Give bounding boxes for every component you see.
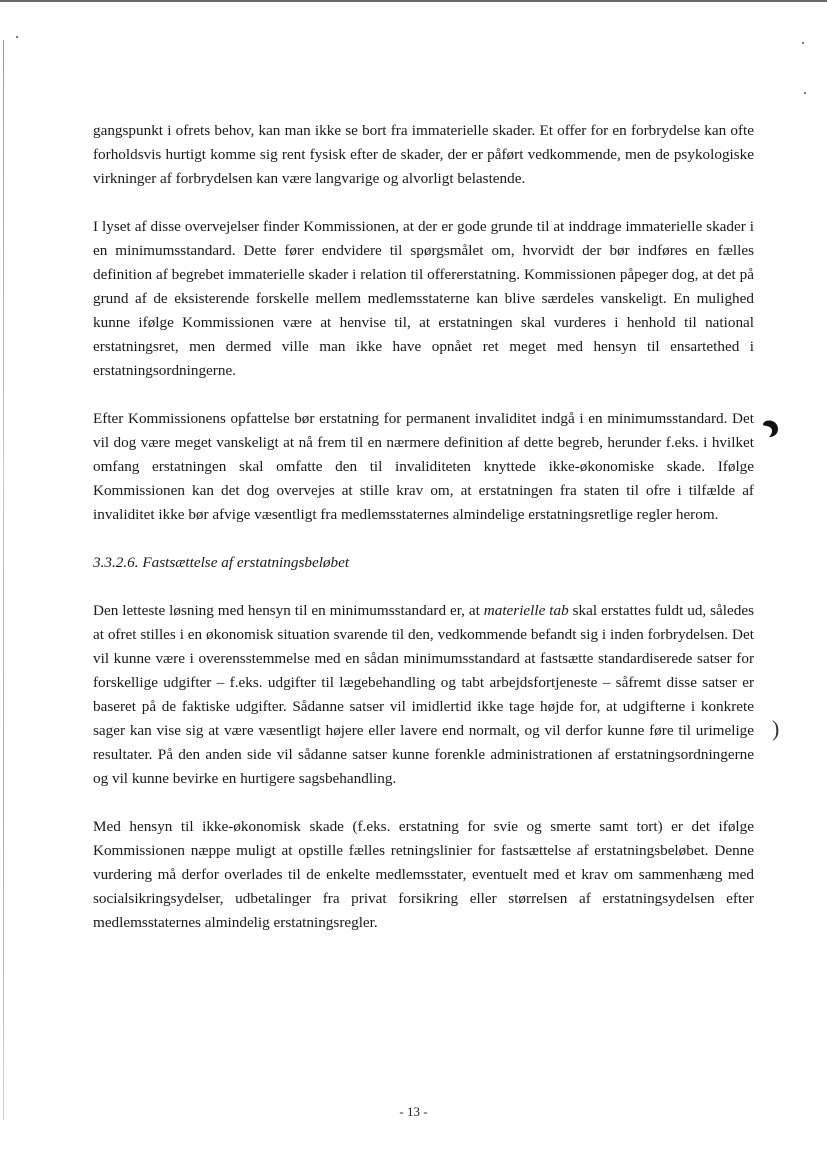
paragraph-3: Efter Kommissionens opfattelse bør erstatning for permanent invaliditet indgå i en minimumsstandard. Det vil dog være meget vanskeligt at nå frem til en nærmere definition af dette begreb, herunder f.eks. i hvilket omfang erstatningen skal omfatte den til invaliditeten knyttede ikke-økonomiske skade. Ifølge Kommissionen kan det dog overvejes at stille krav om, at erstatningen fra staten til ofre i tilfælde af invaliditet ikke bør afvige væsentligt fra medlemsstaternes almindelige erstatningsretlige regler herom. <box>93 410 754 523</box>
scan-top-edge <box>0 0 827 2</box>
paragraph-4-end: skal erstattes fuldt ud, således at ofret stilles i en økonomisk situation svarende til den, vedkommende befandt sig i inden forbrydelsen. Det vil kunne være i overensstemmelse med en sådan minimumsstandard at fastsætte standardiserede satser for forskellige udgifter – f.eks. udgifter til lægebehandling og tabt arbejdsfortjeneste – såfremt disse satser er baseret på de faktiske udgifter. Sådanne satser vil imidlertid ikke tage højde for, at udgifterne i konkrete sager kan vise sig at være væsentligt højere eller lavere end normalt, og vil derfor kunne føre til urimelige resultater. På den anden side vil sådanne satser kunne forenkle administrationen af erstatningsordningerne og vil kunne bevirke en hurtigere sagsbehandling. <box>93 602 755 787</box>
paragraph-4 <box>93 599 754 791</box>
scan-speck <box>16 36 18 38</box>
section-heading: 3.3.2.6. Fastsættelse af erstatningsbeløbet <box>93 554 350 571</box>
scan-left-edge <box>3 40 4 1120</box>
scan-speck <box>804 92 806 94</box>
scan-speck <box>802 42 804 44</box>
paragraph-1: gangspunkt i ofrets behov, kan man ikke se bort fra immaterielle skader. Et offer for en forbrydelse kan ofte forholdsvis hurtigt komme sig rent fysisk efter de skader, der er påført vedkommende, men de psykologiske virkninger af forbrydelsen kan være langvarige og alvorligt belastende. <box>93 122 754 187</box>
paragraph-4-start: Den letteste løsning med hensyn til en minimumsstandard er, at <box>93 602 484 619</box>
margin-bracket-mark: ) <box>772 716 780 741</box>
binder-hole-icon <box>760 418 780 438</box>
emphasis-materielle-tab: materielle tab <box>483 602 569 619</box>
paragraph-2: I lyset af disse overvejelser finder Kommissionen, at der er gode grunde til at inddrage immaterielle skader i en minimumsstandard. Dette fører endvidere til spørgsmålet om, hvorvidt der bør indføres en fælles definition af begrebet immaterielle skader i relation til offererstatning. Kommissionen påpeger dog, at det på grund af de eksisterende forskelle mellem medlemsstaterne kan blive særdeles vanskeligt. En mulighed kunne ifølge Kommissionen være at henvise til, at erstatningen skal vurderes i henhold til national erstatningsret, men dermed ville man ikke have opnået ret meget med hensyn til ensartethed i erstatningsordningerne. <box>93 218 754 379</box>
page-number: - 13 - <box>399 1104 428 1119</box>
document-body <box>93 119 754 959</box>
paragraph-5: Med hensyn til ikke-økonomisk skade (f.eks. erstatning for svie og smerte samt tort) er det ifølge Kommissionen næppe muligt at opstille fælles retningslinier for fastsættelse af erstatningsbeløbet. Denne vurdering må derfor overlades til de enkelte medlemsstater, eventuelt med et krav om sammenhæng med socialsikringsydelser, udbetalinger fra privat forsikring eller størrelsen af erstatningsydelsen efter medlemsstaternes almindelig erstatningsregler. <box>93 818 754 931</box>
